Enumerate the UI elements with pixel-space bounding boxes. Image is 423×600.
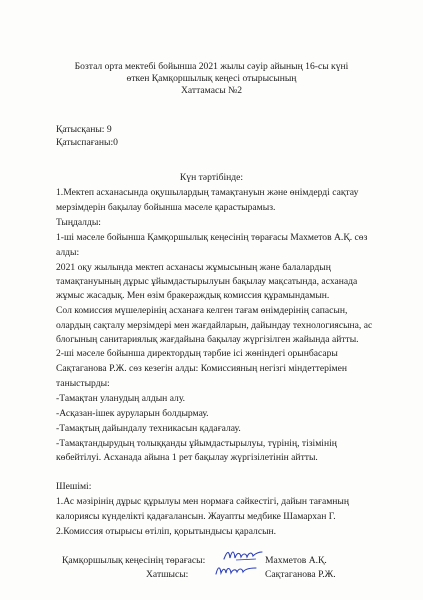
agenda-line: -Тамақтандырудың толыққанды ұйымдастырылуы, түрінің, тізімінің (56, 438, 337, 449)
agenda-line: -Тамақтан уланудың алдын алу. (56, 393, 186, 404)
attendance-absent: Қатыспағаны:0 (56, 137, 118, 148)
agenda-line: блогының санитариялық жағдайына бақылау жүргізілген жайында айтты. (56, 334, 359, 345)
agenda-line: алды: (56, 247, 80, 258)
agenda-line: 1.Мектеп асханасында оқушылардың тамақтануын және өнімдерді сақтау (56, 187, 359, 198)
agenda-line: -Асқазан-ішек ауруларын болдырмау. (56, 408, 209, 419)
decision-line: 1.Ас мәзірінің дұрыс құрылуы мен нормаға сәйкестігі, дайын тағамның (56, 496, 350, 507)
agenda-line: Тыңдалды: (56, 217, 101, 228)
attendance-present: Қатысқаны: 9 (56, 124, 112, 135)
agenda-line: Сол комиссия мүшелерінің асханаға келген тағам өнімдерінің сапасын, (56, 305, 348, 316)
agenda-line: көбейтілуі. Асханада айына 1 рет бақылау жүргізілетінін айтты. (56, 452, 318, 463)
header-line-1: Бозтал орта мектебі бойынша 2021 жылы сәуір айының 16-сы күні (74, 61, 349, 72)
agenda-title: Күн тәртібінде: (179, 172, 244, 183)
decision-line: 2.Комиссия отырысы өтіліп, қорытындысы қаралсын. (56, 526, 277, 537)
agenda-line: 1-ші мәселе бойынша Қамқоршылық кеңесінің төрағасы Махметов А.Қ. сөз (56, 232, 368, 243)
protocol-title: Хаттамасы №2 (180, 85, 242, 96)
decision-title: Шешімі: (56, 481, 92, 492)
secretary-signature (214, 563, 258, 579)
agenda-line: тамақтануының дұрыс ұйымдастырылуын бақылау мақсатында, асханада (56, 276, 358, 287)
agenda-line: олардың сақталу мерзімдері мен жағдайларын, дайындау технологиясына, ас (56, 320, 373, 331)
agenda-line: 2-ші мәселе бойынша директордың тәрбие ісі жөніндегі орынбасары (56, 348, 338, 359)
agenda-line: жұмыс жасадық. Мен өзім бракераждық комиссия құрамындамын. (56, 290, 330, 301)
agenda-line: -Тамақтың дайындалу техникасын қадағалау. (56, 423, 241, 434)
agenda-line: Сақтаганова Р.Ж. сөз кезегін алды: Комиссияның негізгі міндеттерімен (56, 363, 348, 374)
chair-signature (222, 546, 264, 564)
agenda-line: мерзімдерін бақылау бойынша мәселе қарастырамыз. (56, 202, 276, 213)
header-line-2: өткен Қамқоршылық кеңесі отырысының (126, 73, 297, 84)
chair-label: Қамқоршылық кеңесінің төрағасы: (62, 555, 206, 566)
agenda-line: 2021 оқу жылында мектеп асханасы жұмысының және балалардың (56, 262, 331, 273)
secretary-name: Сақтаганова Р.Ж. (265, 569, 336, 580)
agenda-line: таныстырды: (56, 378, 110, 389)
chair-name: Махметов А.Қ. (265, 555, 327, 566)
secretary-label: Хатшысы: (146, 569, 189, 580)
decision-line: калориясы күнделікті қадағалансын. Жауапты медбике Шамархан Г. (56, 511, 336, 522)
